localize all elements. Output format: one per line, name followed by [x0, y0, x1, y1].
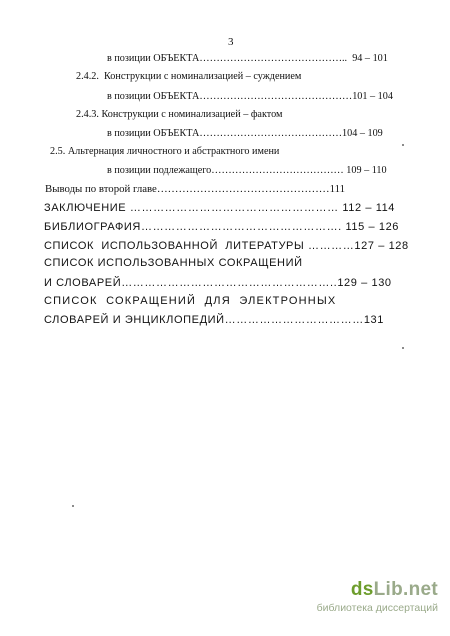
scan-speck [402, 347, 404, 349]
scan-speck [72, 505, 74, 507]
toc-line: в позиции подлежащего………………………………… 109 – 110 [107, 165, 387, 176]
toc-line: 2.5. Альтернация личностного и абстрактного имени [50, 146, 280, 157]
page-number: 3 [228, 36, 234, 48]
toc-line: Выводы по второй главе…………………………………………111 [45, 183, 345, 195]
toc-line: СПИСОК ИСПОЛЬЗОВАННЫХ СОКРАЩЕНИЙ [44, 257, 303, 269]
dslib-subtitle: библиотека диссертаций [316, 602, 438, 614]
toc-line: в позиции ОБЪЕКТА…………………………………….. 94 – 101 [107, 53, 388, 64]
toc-line: БИБЛИОГРАФИЯ……………………………………………. 115 – 126 [44, 221, 399, 233]
toc-line: 2.4.3. Конструкции с номинализацией – фактом [76, 109, 283, 120]
toc-line: СПИСОК СОКРАЩЕНИЙ ДЛЯ ЭЛЕКТРОННЫХ [44, 295, 337, 307]
dslib-watermark [317, 579, 438, 614]
toc-line: в позиции ОБЪЕКТА………………………………………101 – 104 [107, 91, 393, 102]
toc-line: в позиции ОБЪЕКТА……………………………………104 – 109 [107, 128, 383, 139]
dslib-logo: dsLib.net [350, 579, 438, 600]
toc-line: СЛОВАРЕЙ И ЭНЦИКЛОПЕДИЙ………………………………131 [44, 314, 384, 326]
toc-line: И СЛОВАРЕЙ………………………………………………..129 – 130 [44, 277, 392, 289]
toc-line: 2.4.2. Конструкции с номинализацией – суждением [76, 71, 302, 82]
scan-speck [402, 144, 404, 146]
toc-line: СПИСОК ИСПОЛЬЗОВАННОЙ ЛИТЕРАТУРЫ …………127 – 128 [44, 240, 409, 252]
toc-line: ЗАКЛЮЧЕНИЕ ……………………………………………… 112 – 114 [44, 202, 396, 214]
